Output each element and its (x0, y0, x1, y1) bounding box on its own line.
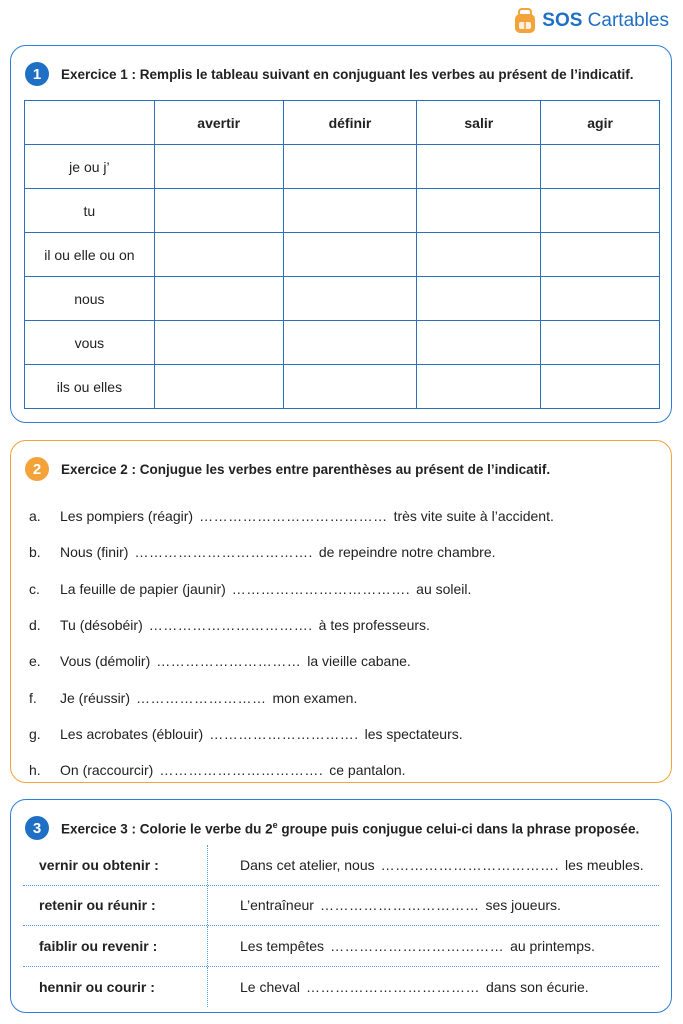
answer-cell[interactable] (417, 189, 541, 233)
sentence-line (29, 498, 649, 534)
pronoun-cell: je ou j’ (25, 145, 155, 189)
table-row (25, 189, 660, 233)
answer-cell[interactable] (541, 145, 660, 189)
sentence-start: L’entraîneur (240, 897, 314, 914)
verb-header: définir (283, 101, 417, 145)
sentence-start: Les acrobates (éblouir) (60, 725, 204, 742)
answer-cell[interactable] (154, 365, 283, 409)
answer-cell[interactable] (541, 277, 660, 321)
sentence-end: au soleil. (416, 580, 472, 597)
sentence-end: au printemps. (510, 937, 595, 954)
table-row (25, 145, 660, 189)
answer-blank[interactable]: ………………………………. (380, 856, 560, 873)
answer-cell[interactable] (154, 321, 283, 365)
verb-header: agir (541, 101, 660, 145)
pronoun-cell: il ou elle ou on (25, 233, 155, 277)
pronoun-cell: tu (25, 189, 155, 233)
exercise-1-card (10, 45, 672, 423)
exercise-3-card (10, 799, 672, 1013)
verb-header: salir (417, 101, 541, 145)
answer-cell[interactable] (154, 189, 283, 233)
answer-cell[interactable] (417, 365, 541, 409)
pronoun-cell: vous (25, 321, 155, 365)
verb-choice-row (23, 886, 659, 927)
table-corner-cell (25, 101, 155, 145)
sentence-end: la vieille cabane. (307, 653, 411, 670)
sentence-start: On (raccourcir) (60, 762, 154, 779)
exercise-1-title: Exercice 1 : Remplis le tableau suivant en conjuguant les verbes au présent de l’indicatif. (61, 66, 634, 82)
verb-pair[interactable]: faiblir ou revenir : (23, 926, 208, 966)
answer-cell[interactable] (283, 321, 417, 365)
verb-choice-row (23, 926, 659, 967)
sentence-line (29, 716, 649, 752)
answer-blank[interactable]: …………………………. (209, 725, 359, 742)
sentence-line (29, 534, 649, 570)
sentence-end: à tes professeurs. (318, 617, 430, 634)
answer-cell[interactable] (154, 233, 283, 277)
exercise-2-title: Exercice 2 : Conjugue les verbes entre parenthèses au présent de l’indicatif. (61, 461, 551, 477)
answer-cell[interactable] (283, 277, 417, 321)
sentence-letter: a. (29, 508, 41, 525)
sentence-start: Les tempêtes (240, 937, 325, 954)
sentence-start: Vous (démolir) (60, 653, 151, 670)
answer-cell[interactable] (541, 189, 660, 233)
sentence-letter: b. (29, 544, 41, 561)
exercise-3-rows (23, 845, 659, 1007)
answer-cell[interactable] (283, 365, 417, 409)
sentence-start: Tu (désobéir) (60, 617, 143, 634)
verb-choice-row (23, 845, 659, 886)
table-row (25, 277, 660, 321)
answer-cell[interactable] (541, 365, 660, 409)
answer-cell[interactable] (283, 145, 417, 189)
answer-cell[interactable] (154, 277, 283, 321)
brand-name: SOS Cartables (542, 10, 669, 31)
sentence-start: Je (réussir) (60, 689, 131, 706)
answer-cell[interactable] (417, 233, 541, 277)
exercise-number-badge: 1 (25, 62, 49, 86)
answer-blank[interactable]: ……………………… (136, 689, 267, 706)
answer-cell[interactable] (283, 233, 417, 277)
exercise-number-badge: 2 (25, 457, 49, 481)
answer-cell[interactable] (417, 277, 541, 321)
answer-blank[interactable]: ……………………………… (330, 937, 505, 954)
sentence-letter: d. (29, 617, 41, 634)
sentence-end: les spectateurs. (364, 725, 463, 742)
sentence-line (29, 607, 649, 643)
pronoun-cell: nous (25, 277, 155, 321)
sentence-end: de repeindre notre chambre. (318, 544, 496, 561)
answer-blank[interactable]: …………………………… (319, 897, 480, 914)
sentence-letter: f. (29, 689, 37, 706)
answer-blank[interactable]: ……………………………. (159, 762, 324, 779)
backpack-icon (514, 8, 536, 34)
sentence-letter: g. (29, 725, 41, 742)
table-row (25, 321, 660, 365)
verb-pair[interactable]: hennir ou courir : (23, 967, 208, 1008)
sentence-end: mon examen. (272, 689, 358, 706)
answer-cell[interactable] (154, 145, 283, 189)
answer-cell[interactable] (417, 321, 541, 365)
answer-cell[interactable] (283, 189, 417, 233)
table-row (25, 233, 660, 277)
verb-pair[interactable]: retenir ou réunir : (23, 886, 208, 926)
exercise-1-header (25, 62, 633, 86)
sentence-start: Dans cet atelier, nous (240, 856, 375, 873)
answer-cell[interactable] (417, 145, 541, 189)
answer-blank[interactable]: ……………………………. (148, 617, 313, 634)
exercise-2-card (10, 440, 672, 783)
answer-cell[interactable] (541, 233, 660, 277)
brand-logo (514, 8, 669, 34)
sentence-line (29, 571, 649, 607)
sentence (208, 897, 561, 913)
exercise-3-title: Exercice 3 : Colorie le verbe du 2e groupe puis conjugue celui-ci dans la phrase proposée. (61, 819, 640, 837)
answer-blank[interactable]: ………………………… (156, 653, 302, 670)
sentence-letter: h. (29, 762, 41, 779)
sentence-end: dans son écurie. (485, 978, 589, 995)
sentence-end: très vite suite à l’accident. (393, 508, 554, 525)
exercise-2-sentences (29, 498, 649, 788)
sentence-start: Les pompiers (réagir) (60, 508, 194, 525)
exercise-3-header (25, 816, 639, 840)
sentence-letter: e. (29, 653, 41, 670)
pronoun-cell: ils ou elles (25, 365, 155, 409)
answer-blank[interactable]: ………………………………… (199, 508, 388, 525)
sentence-end: ses joueurs. (485, 897, 561, 914)
verb-pair[interactable]: vernir ou obtenir : (23, 845, 208, 885)
answer-blank[interactable]: ……………………………… (305, 978, 480, 995)
sentence-start: Le cheval (240, 978, 300, 995)
table-row (25, 365, 660, 409)
sentence-start: La feuille de papier (jaunir) (60, 580, 226, 597)
table-header-row (25, 101, 660, 145)
sentence (208, 979, 589, 995)
sentence-letter: c. (29, 580, 40, 597)
verb-header: avertir (154, 101, 283, 145)
answer-cell[interactable] (541, 321, 660, 365)
sentence-end: les meubles. (565, 856, 644, 873)
verb-choice-row (23, 967, 659, 1008)
sentence-line (29, 752, 649, 788)
answer-blank[interactable]: ………………………………. (134, 544, 313, 561)
sentence-line (29, 679, 649, 715)
answer-blank[interactable]: ………………………………. (231, 580, 411, 597)
sentence-end: ce pantalon. (329, 762, 406, 779)
sentence-start: Nous (finir) (60, 544, 129, 561)
sentence-line (29, 643, 649, 679)
exercise-2-header (25, 457, 550, 481)
sentence (208, 857, 644, 873)
sentence (208, 938, 595, 954)
conjugation-table (24, 100, 660, 409)
exercise-number-badge: 3 (25, 816, 49, 840)
